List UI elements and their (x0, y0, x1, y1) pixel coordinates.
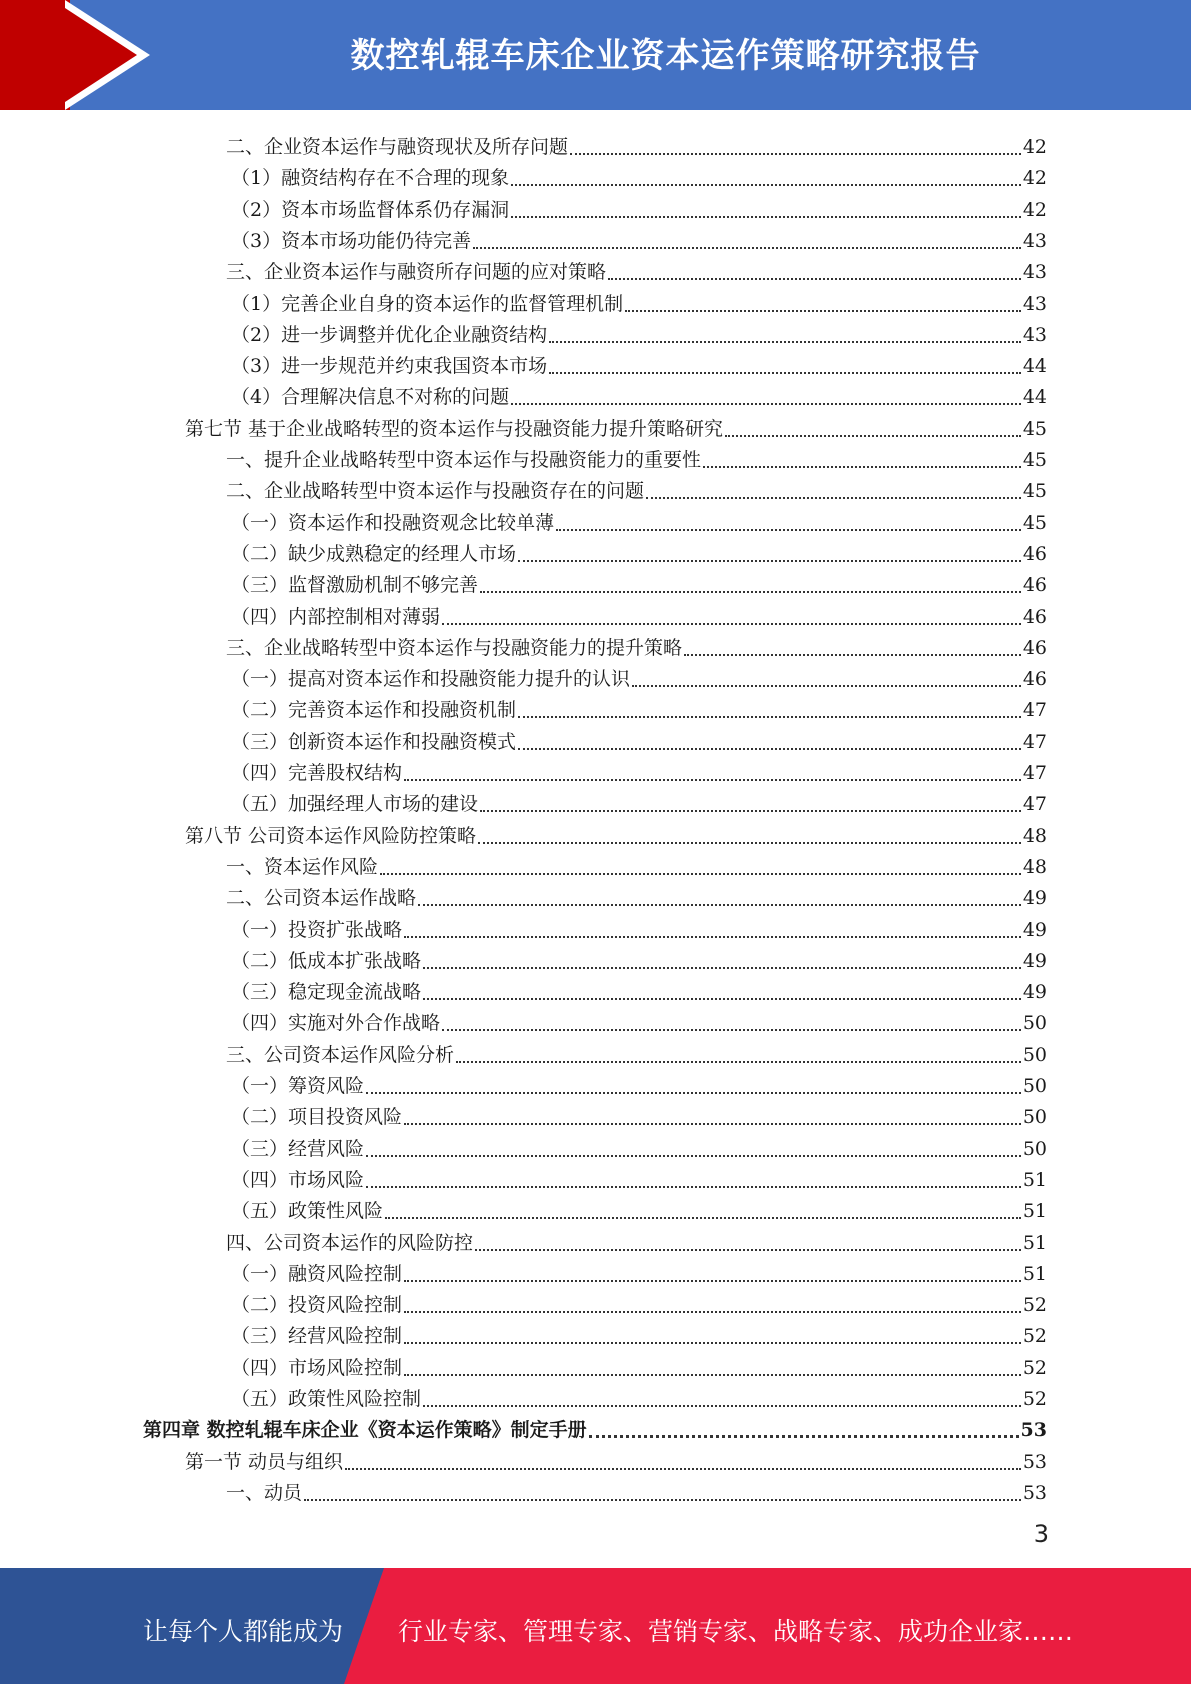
toc-entry-title: 三、公司资本运作风险分析 (226, 1043, 455, 1066)
toc-entry-title: 三、企业资本运作与融资所存问题的应对策略 (226, 261, 607, 284)
toc-entry-page: 46 (1022, 636, 1047, 659)
toc-entry-title: （四）完善股权结构 (231, 762, 403, 784)
toc-entry[interactable] (231, 1192, 1047, 1223)
toc-entry-page: 43 (1022, 292, 1047, 315)
toc-dot-leader (703, 442, 1021, 468)
footer-slogan-right: 行业专家、管理专家、营销专家、战略专家、成功企业家…… (398, 1617, 1074, 1646)
toc-dot-leader (725, 411, 1021, 437)
toc-entry[interactable] (231, 660, 1047, 691)
toc-dot-leader (473, 223, 1021, 249)
toc-entry-title: （三）创新资本运作和投融资模式 (231, 730, 517, 753)
toc-entry[interactable] (231, 942, 1047, 973)
toc-entry[interactable] (231, 378, 1047, 409)
toc-entry-page: 46 (1022, 574, 1047, 597)
toc-entry-page: 50 (1022, 1012, 1047, 1035)
toc-entry-title: 第七节 基于企业战略转型的资本运作与投融资能力提升策略研究 (185, 417, 724, 440)
toc-entry-title: （五）政策性风险 (231, 1200, 384, 1223)
toc-entry-title: （四）实施对外合作战略 (231, 1012, 441, 1035)
toc-entry[interactable] (231, 691, 1047, 722)
toc-entry[interactable] (226, 629, 1047, 660)
page-footer (0, 1568, 1191, 1684)
toc-entry[interactable] (226, 441, 1047, 472)
toc-entry[interactable] (231, 973, 1047, 1004)
toc-entry[interactable] (231, 598, 1047, 629)
toc-entry-page: 46 (1022, 668, 1047, 691)
toc-entry-page: 53 (1022, 1481, 1047, 1504)
toc-entry-page: 48 (1022, 824, 1047, 847)
toc-entry[interactable] (226, 1474, 1047, 1505)
toc-entry[interactable] (231, 1349, 1047, 1380)
toc-dot-leader (442, 1005, 1021, 1031)
footer-slogan-left: 让每个人都能成为 (143, 1617, 344, 1646)
toc-entry[interactable] (231, 285, 1047, 316)
toc-entry[interactable] (226, 253, 1047, 284)
toc-entry-title: 一、动员 (226, 1481, 303, 1504)
toc-entry[interactable] (185, 817, 1047, 848)
toc-dot-leader (646, 473, 1021, 499)
toc-entry[interactable] (231, 1161, 1047, 1192)
toc-entry-title: （二）低成本扩张战略 (231, 949, 422, 972)
toc-dot-leader (423, 943, 1021, 969)
toc-entry-title: 第八节 公司资本运作风险防控策略 (185, 824, 477, 847)
toc-entry-page: 47 (1022, 793, 1047, 816)
toc-entry[interactable] (143, 1411, 1047, 1442)
toc-entry-page: 46 (1022, 542, 1047, 565)
toc-entry[interactable] (231, 191, 1047, 222)
toc-entry-page: 43 (1022, 323, 1047, 346)
toc-entry[interactable] (231, 1255, 1047, 1286)
toc-entry-title: （一）融资风险控制 (231, 1262, 403, 1285)
toc-entry-title: （3）资本市场功能仍待完善 (231, 229, 472, 252)
toc-entry-title: （二）完善资本运作和投融资机制 (231, 699, 517, 722)
toc-entry-page: 51 (1022, 1231, 1047, 1254)
toc-entry-page: 50 (1022, 1137, 1047, 1160)
toc-dot-leader (366, 1131, 1021, 1157)
toc-dot-leader (549, 348, 1021, 374)
toc-entry[interactable] (231, 504, 1047, 535)
toc-entry-title: （1）完善企业自身的资本运作的监督管理机制 (231, 292, 624, 315)
toc-dot-leader (475, 1225, 1021, 1251)
toc-entry-title: （四）内部控制相对薄弱 (231, 605, 441, 628)
toc-dot-leader (632, 661, 1021, 687)
toc-entry-page: 47 (1022, 762, 1047, 784)
toc-dot-leader (404, 1318, 1021, 1344)
toc-entry[interactable] (185, 410, 1047, 441)
toc-entry[interactable] (231, 1286, 1047, 1317)
toc-entry-title: （4）合理解决信息不对称的问题 (231, 386, 510, 409)
toc-entry-title: （三）经营风险控制 (231, 1325, 403, 1348)
toc-dot-leader (423, 974, 1021, 1000)
toc-entry-title: （2）资本市场监督体系仍存漏洞 (231, 198, 510, 221)
toc-entry-page: 49 (1022, 981, 1047, 1004)
toc-dot-leader (511, 160, 1021, 186)
toc-dot-leader (404, 1287, 1021, 1313)
toc-entry[interactable] (231, 1380, 1047, 1411)
toc-entry-page: 47 (1022, 730, 1047, 753)
toc-entry-page: 49 (1022, 918, 1047, 941)
toc-dot-leader (385, 1193, 1021, 1219)
toc-entry-page: 52 (1022, 1325, 1047, 1348)
toc-entry-page: 52 (1022, 1294, 1047, 1317)
toc-dot-leader (404, 1099, 1021, 1125)
toc-entry-page: 45 (1022, 511, 1047, 534)
toc-dot-leader (511, 379, 1021, 405)
toc-entry-page: 45 (1022, 417, 1047, 440)
toc-entry-page: 51 (1022, 1262, 1047, 1285)
toc-entry[interactable] (231, 222, 1047, 253)
toc-dot-leader (304, 1475, 1021, 1501)
toc-entry-title: （三）监督激励机制不够完善 (231, 574, 479, 597)
toc-entry-title: （3）进一步规范并约束我国资本市场 (231, 355, 548, 378)
toc-entry-page: 48 (1022, 855, 1047, 878)
toc-entry[interactable] (231, 316, 1047, 347)
toc-entry-page: 46 (1022, 605, 1047, 628)
toc-entry-page: 51 (1022, 1200, 1047, 1223)
toc-entry-page: 52 (1022, 1356, 1047, 1379)
toc-entry[interactable] (226, 1224, 1047, 1255)
toc-dot-leader (684, 630, 1021, 656)
toc-entry-title: （二）缺少成熟稳定的经理人市场 (231, 542, 517, 565)
toc-entry-title: （二）项目投资风险 (231, 1106, 403, 1129)
toc-entry-page: 45 (1022, 449, 1047, 471)
toc-entry-page: 43 (1022, 229, 1047, 252)
toc-entry-page: 49 (1022, 949, 1047, 972)
toc-entry-page: 42 (1022, 136, 1047, 158)
toc-entry[interactable] (231, 535, 1047, 566)
toc-entry[interactable] (231, 1317, 1047, 1348)
toc-entry-title: 一、提升企业战略转型中资本运作与投融资能力的重要性 (226, 449, 702, 471)
toc-dot-leader (480, 786, 1021, 812)
toc-dot-leader (366, 1068, 1021, 1094)
toc-dot-leader (608, 254, 1021, 280)
toc-entry[interactable] (231, 566, 1047, 597)
toc-entry[interactable] (231, 347, 1047, 378)
toc-entry-title: （一）投资扩张战略 (231, 918, 403, 941)
toc-dot-leader (366, 1162, 1021, 1188)
toc-entry[interactable] (231, 1130, 1047, 1161)
toc-dot-leader (518, 724, 1021, 750)
toc-dot-leader (518, 692, 1021, 718)
toc-dot-leader (625, 286, 1021, 312)
toc-entry[interactable] (231, 1067, 1047, 1098)
chevron-arrow-inner (65, 8, 137, 102)
toc-entry-page: 47 (1022, 699, 1047, 722)
toc-entry-page: 44 (1022, 355, 1047, 378)
toc-dot-leader (480, 567, 1021, 593)
toc-entry-page: 44 (1022, 386, 1047, 409)
toc-entry-page: 43 (1022, 261, 1047, 284)
toc-dot-leader (423, 1381, 1021, 1407)
toc-entry-title: （二）投资风险控制 (231, 1294, 403, 1317)
toc-dot-leader (556, 505, 1021, 531)
toc-entry-title: （2）进一步调整并优化企业融资结构 (231, 323, 548, 346)
toc-entry-title: （五）加强经理人市场的建设 (231, 793, 479, 816)
toc-entry-title: （五）政策性风险控制 (231, 1388, 422, 1410)
toc-dot-leader (418, 880, 1021, 906)
toc-entry-title: （四）市场风险 (231, 1168, 365, 1191)
toc-entry-title: 第一节 动员与组织 (185, 1450, 344, 1473)
toc-entry-page: 42 (1022, 167, 1047, 190)
toc-dot-leader (404, 1256, 1021, 1282)
toc-entry[interactable] (231, 1004, 1047, 1035)
toc-entry[interactable] (226, 128, 1047, 159)
toc-entry-page: 50 (1022, 1075, 1047, 1097)
toc-dot-leader (570, 129, 1021, 155)
toc-entry[interactable] (226, 848, 1047, 879)
toc-entry[interactable] (226, 1036, 1047, 1067)
toc-entry-title: 二、企业资本运作与融资现状及所存问题 (226, 136, 569, 158)
toc-dot-leader (345, 1444, 1021, 1470)
toc-dot-leader (404, 755, 1021, 781)
toc-entry-title: （四）市场风险控制 (231, 1356, 403, 1379)
toc-dot-leader (549, 317, 1021, 343)
toc-entry-page: 52 (1022, 1388, 1047, 1410)
toc-entry[interactable] (231, 1098, 1047, 1129)
toc-entry-page: 45 (1022, 480, 1047, 503)
toc-dot-leader (589, 1411, 1019, 1438)
toc-dot-leader (456, 1037, 1021, 1063)
toc-entry-title: （一）提高对资本运作和投融资能力提升的认识 (231, 668, 631, 691)
toc-dot-leader (380, 849, 1021, 875)
toc-dot-leader (404, 912, 1021, 938)
toc-entry-title: 第四章 数控轧辊车床企业《资本运作策略》制定手册 (143, 1419, 587, 1442)
toc-entry[interactable] (231, 785, 1047, 816)
toc-entry-page: 42 (1022, 198, 1047, 221)
report-title: 数控轧辊车床企业资本运作策略研究报告 (350, 36, 981, 76)
toc-entry-title: 三、企业战略转型中资本运作与投融资能力的提升策略 (226, 636, 683, 659)
toc-dot-leader (442, 599, 1021, 625)
toc-entry-title: （三）稳定现金流战略 (231, 981, 422, 1004)
toc-dot-leader (404, 1350, 1021, 1376)
toc-entry[interactable] (226, 472, 1047, 503)
toc-dot-leader (511, 192, 1021, 218)
toc-entry[interactable] (231, 911, 1047, 942)
toc-dot-leader (478, 818, 1021, 844)
toc-entry-page: 53 (1022, 1450, 1047, 1473)
page-header (0, 0, 1191, 110)
toc-entry-title: 二、企业战略转型中资本运作与投融资存在的问题 (226, 480, 645, 503)
toc-entry-title: （一）资本运作和投融资观念比较单薄 (231, 511, 555, 534)
toc-entry[interactable] (226, 879, 1047, 910)
toc-entry-page: 49 (1022, 887, 1047, 910)
toc-entry-title: （一）筹资风险 (231, 1075, 365, 1097)
toc-entry-title: （1）融资结构存在不合理的现象 (231, 167, 510, 190)
toc-entry-page: 50 (1022, 1106, 1047, 1129)
toc-entry[interactable] (231, 723, 1047, 754)
toc-entry[interactable] (185, 1443, 1047, 1474)
toc-entry[interactable] (231, 159, 1047, 190)
page-number: 3 (1033, 1520, 1049, 1548)
toc-entry-title: 二、公司资本运作战略 (226, 887, 417, 910)
header-red-block (0, 0, 70, 110)
toc-entry-page: 51 (1022, 1168, 1047, 1191)
toc-entry-title: （三）经营风险 (231, 1137, 365, 1160)
toc-entry-page: 50 (1022, 1043, 1047, 1066)
toc-entry-title: 一、资本运作风险 (226, 855, 379, 878)
toc-entry[interactable] (231, 754, 1047, 785)
toc-entry-title: 四、公司资本运作的风险防控 (226, 1231, 474, 1254)
toc-entry-page: 53 (1020, 1419, 1047, 1442)
toc-dot-leader (518, 536, 1021, 562)
